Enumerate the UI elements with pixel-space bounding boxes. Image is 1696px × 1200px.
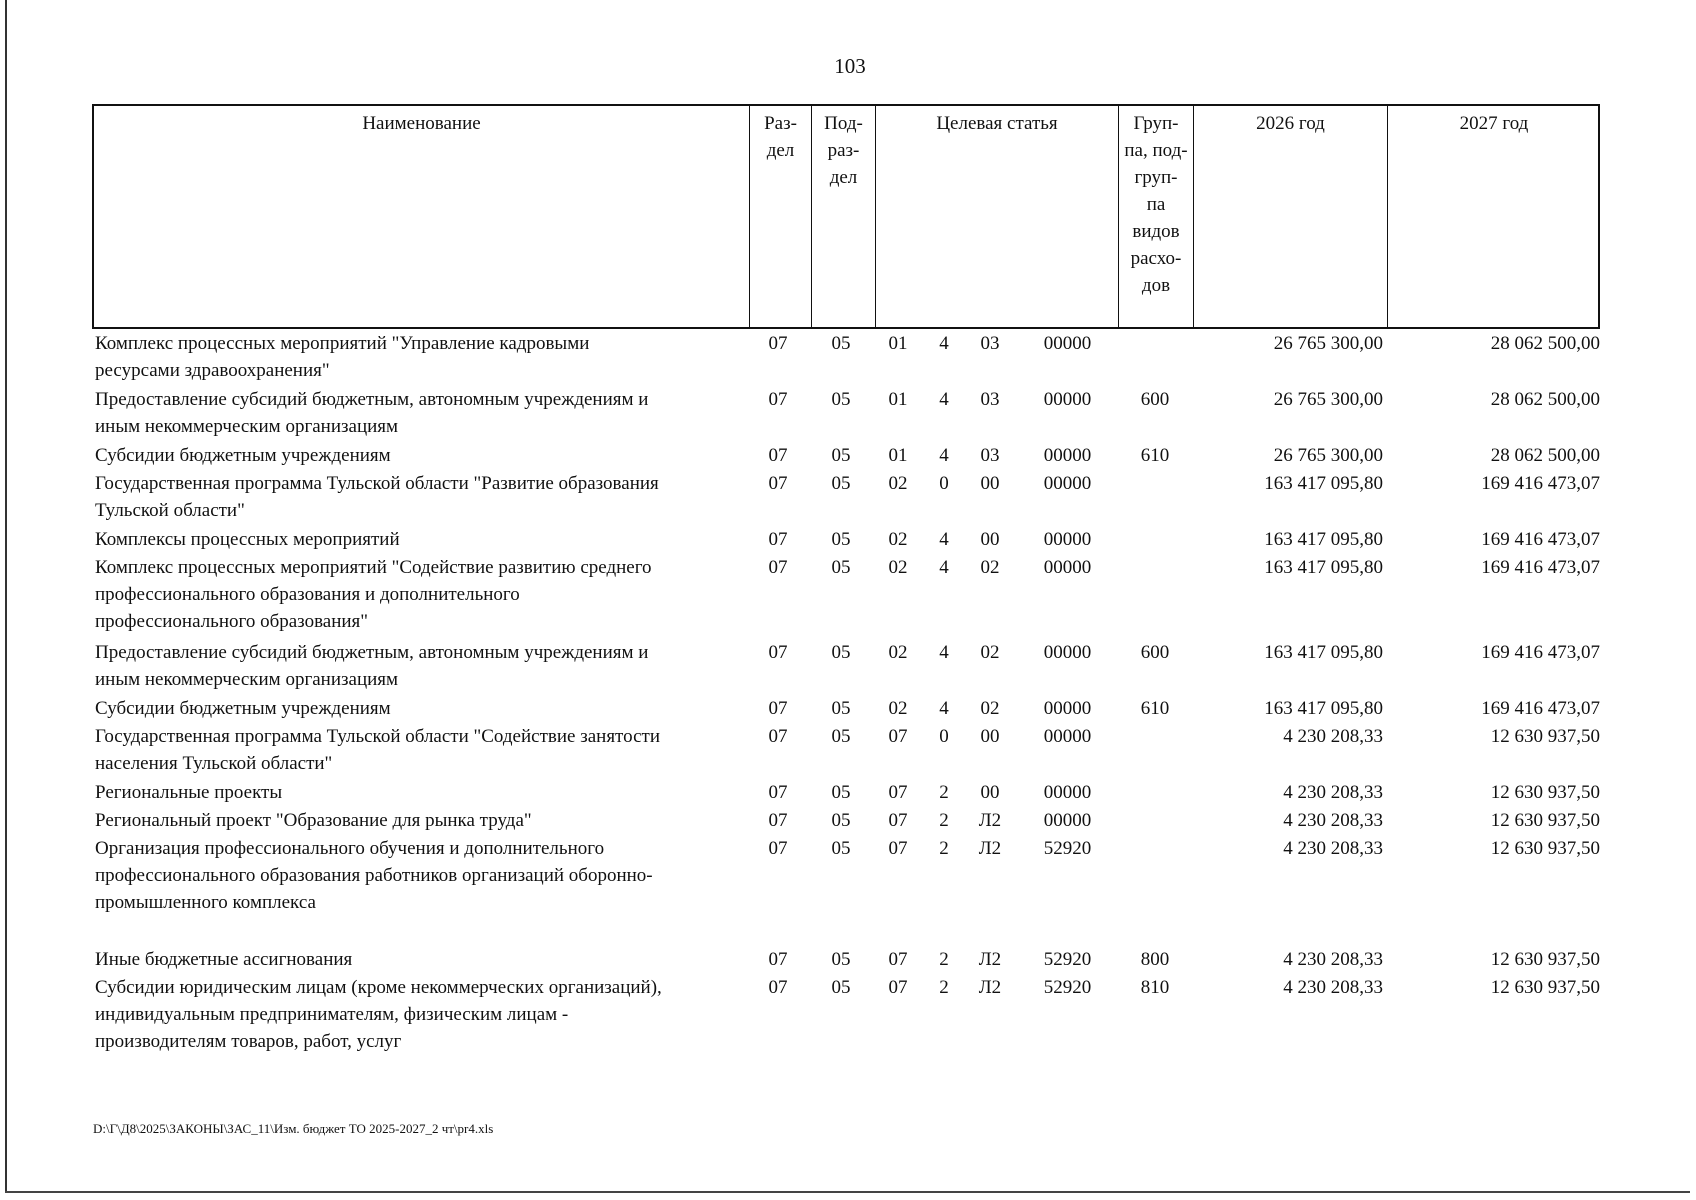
header-line: дел — [766, 140, 795, 161]
cell-target-program: 01 — [888, 445, 908, 466]
cell-target-program: 07 — [888, 949, 908, 970]
cell-name — [95, 554, 745, 635]
cell-podrazdel: 05 — [831, 782, 851, 803]
cell-podrazdel: 05 — [831, 642, 851, 663]
cell-name-line: иным некоммерческим организациям — [95, 669, 399, 690]
cell-expense-group: 810 — [1140, 977, 1170, 998]
cell-target-program: 02 — [888, 473, 908, 494]
cell-name-line: Комплекс процессных мероприятий "Содействие развитию среднего — [95, 557, 652, 578]
cell-target-type: 2 — [939, 838, 949, 859]
cell-razdel: 07 — [768, 445, 788, 466]
cell-target-direction: 00000 — [1043, 557, 1092, 578]
cell-name-line: Региональные проекты — [95, 782, 283, 803]
cell-expense-group: 600 — [1140, 389, 1170, 410]
cell-podrazdel: 05 — [831, 726, 851, 747]
cell-year-2027: 169 416 473,07 — [1481, 642, 1600, 663]
cell-razdel: 07 — [768, 810, 788, 831]
cell-expense-group: 600 — [1140, 642, 1170, 663]
cell-name-line: Комплекс процессных мероприятий "Управление кадровыми — [95, 333, 590, 354]
cell-name — [95, 442, 745, 469]
cell-podrazdel: 05 — [831, 557, 851, 578]
cell-target-program: 01 — [888, 333, 908, 354]
cell-podrazdel: 05 — [831, 838, 851, 859]
cell-target-type: 4 — [939, 389, 949, 410]
cell-year-2026: 4 230 208,33 — [1283, 782, 1383, 803]
cell-target-direction: 52920 — [1043, 977, 1092, 998]
cell-target-type: 4 — [939, 698, 949, 719]
cell-target-type: 2 — [939, 782, 949, 803]
cell-target-subprogram: Л2 — [978, 977, 1002, 998]
cell-target-program: 07 — [888, 810, 908, 831]
cell-name-line: Государственная программа Тульской области "Содействие занятости — [95, 726, 660, 747]
cell-target-subprogram: 02 — [980, 557, 1000, 578]
cell-razdel: 07 — [768, 642, 788, 663]
cell-year-2027: 28 062 500,00 — [1490, 389, 1600, 410]
cell-target-direction: 00000 — [1043, 810, 1092, 831]
cell-target-subprogram: 03 — [980, 333, 1000, 354]
cell-target-program: 02 — [888, 529, 908, 550]
cell-razdel: 07 — [768, 473, 788, 494]
cell-podrazdel: 05 — [831, 445, 851, 466]
cell-name — [95, 779, 745, 806]
cell-target-subprogram: 03 — [980, 389, 1000, 410]
cell-target-type: 2 — [939, 977, 949, 998]
header-line: 2027 год — [1459, 113, 1529, 134]
cell-razdel: 07 — [768, 977, 788, 998]
cell-razdel: 07 — [768, 726, 788, 747]
cell-year-2026: 163 417 095,80 — [1264, 473, 1383, 494]
cell-target-subprogram: Л2 — [978, 810, 1002, 831]
header-line: дов — [1141, 275, 1171, 296]
cell-name-line: Тульской области" — [95, 500, 245, 521]
page-number: 103 — [834, 54, 866, 78]
cell-name-line: ресурсами здравоохранения" — [95, 360, 330, 381]
cell-name — [95, 946, 745, 973]
cell-name-line: Организация профессионального обучения и дополнительного — [95, 838, 605, 859]
cell-target-type: 4 — [939, 557, 949, 578]
cell-razdel: 07 — [768, 838, 788, 859]
cell-target-subprogram: 00 — [980, 782, 1000, 803]
cell-podrazdel: 05 — [831, 529, 851, 550]
cell-target-subprogram: 03 — [980, 445, 1000, 466]
cell-name-line: населения Тульской области" — [95, 753, 333, 774]
cell-razdel: 07 — [768, 698, 788, 719]
cell-target-direction: 00000 — [1043, 333, 1092, 354]
header-line: па, под- — [1124, 140, 1188, 161]
cell-name — [95, 723, 745, 777]
cell-target-direction: 00000 — [1043, 529, 1092, 550]
cell-year-2026: 4 230 208,33 — [1283, 810, 1383, 831]
cell-target-direction: 00000 — [1043, 473, 1092, 494]
cell-target-program: 02 — [888, 557, 908, 578]
cell-razdel: 07 — [768, 333, 788, 354]
cell-target-type: 4 — [939, 529, 949, 550]
cell-target-program: 07 — [888, 726, 908, 747]
cell-target-program: 02 — [888, 642, 908, 663]
header-line: па — [1146, 194, 1166, 215]
cell-name-line: Государственная программа Тульской области "Развитие образования — [95, 473, 659, 494]
cell-target-direction: 52920 — [1043, 838, 1092, 859]
cell-year-2027: 12 630 937,50 — [1490, 838, 1600, 859]
header-line: Раз- — [764, 113, 797, 134]
cell-razdel: 07 — [768, 389, 788, 410]
cell-name — [95, 386, 745, 440]
cell-year-2027: 12 630 937,50 — [1490, 949, 1600, 970]
cell-name — [95, 470, 745, 524]
cell-podrazdel: 05 — [831, 949, 851, 970]
cell-name-line: профессионального образования и дополнительного — [95, 584, 520, 605]
cell-year-2026: 4 230 208,33 — [1283, 977, 1383, 998]
cell-target-direction: 00000 — [1043, 698, 1092, 719]
cell-name — [95, 974, 745, 1055]
cell-target-direction: 00000 — [1043, 642, 1092, 663]
header-line: расхо- — [1130, 248, 1182, 269]
cell-year-2026: 4 230 208,33 — [1283, 838, 1383, 859]
cell-target-type: 0 — [939, 473, 949, 494]
cell-year-2027: 28 062 500,00 — [1490, 333, 1600, 354]
cell-year-2026: 163 417 095,80 — [1264, 557, 1383, 578]
cell-expense-group: 610 — [1140, 445, 1170, 466]
cell-year-2027: 169 416 473,07 — [1481, 529, 1600, 550]
cell-year-2027: 12 630 937,50 — [1490, 977, 1600, 998]
cell-expense-group: 610 — [1140, 698, 1170, 719]
cell-year-2026: 4 230 208,33 — [1283, 726, 1383, 747]
cell-podrazdel: 05 — [831, 389, 851, 410]
header-line: дел — [829, 167, 858, 188]
cell-name-line: Комплексы процессных мероприятий — [95, 529, 400, 550]
cell-razdel: 07 — [768, 557, 788, 578]
cell-name-line: Региональный проект "Образование для рынка труда" — [95, 810, 532, 831]
cell-target-type: 4 — [939, 333, 949, 354]
cell-name — [95, 526, 745, 553]
cell-year-2027: 169 416 473,07 — [1481, 698, 1600, 719]
header-line: Груп- — [1133, 113, 1179, 134]
header-line: Под- — [824, 113, 863, 134]
cell-target-subprogram: 00 — [980, 473, 1000, 494]
cell-target-program: 02 — [888, 698, 908, 719]
cell-target-direction: 00000 — [1043, 389, 1092, 410]
cell-year-2026: 163 417 095,80 — [1264, 698, 1383, 719]
cell-year-2027: 12 630 937,50 — [1490, 726, 1600, 747]
cell-target-type: 4 — [939, 445, 949, 466]
cell-name — [95, 695, 745, 722]
cell-target-subprogram: 00 — [980, 529, 1000, 550]
cell-target-subprogram: 00 — [980, 726, 1000, 747]
header-line: груп- — [1134, 167, 1178, 188]
cell-expense-group: 800 — [1140, 949, 1170, 970]
cell-name — [95, 330, 745, 384]
cell-name-line: профессионального образования" — [95, 611, 369, 632]
cell-year-2027: 169 416 473,07 — [1481, 473, 1600, 494]
cell-target-direction: 00000 — [1043, 445, 1092, 466]
cell-target-direction: 00000 — [1043, 726, 1092, 747]
header-line: 2026 год — [1256, 113, 1325, 134]
cell-year-2026: 26 765 300,00 — [1273, 333, 1383, 354]
cell-year-2027: 28 062 500,00 — [1490, 445, 1600, 466]
cell-year-2026: 4 230 208,33 — [1283, 949, 1383, 970]
cell-name-line: иным некоммерческим организациям — [95, 416, 399, 437]
cell-target-program: 07 — [888, 838, 908, 859]
cell-target-type: 4 — [939, 642, 949, 663]
cell-target-subprogram: 02 — [980, 642, 1000, 663]
cell-razdel: 07 — [768, 949, 788, 970]
header-line: Наименование — [362, 113, 481, 134]
cell-target-subprogram: 02 — [980, 698, 1000, 719]
cell-name-line: Субсидии бюджетным учреждениям — [95, 698, 391, 719]
cell-year-2026: 26 765 300,00 — [1273, 389, 1383, 410]
header-line: видов — [1132, 221, 1180, 242]
cell-year-2027: 12 630 937,50 — [1490, 810, 1600, 831]
cell-target-direction: 00000 — [1043, 782, 1092, 803]
cell-name-line: Иные бюджетные ассигнования — [95, 949, 353, 970]
cell-razdel: 07 — [768, 782, 788, 803]
cell-name-line: Предоставление субсидий бюджетным, автономным учреждениям и — [95, 642, 649, 663]
cell-podrazdel: 05 — [831, 333, 851, 354]
cell-podrazdel: 05 — [831, 977, 851, 998]
cell-target-type: 0 — [939, 726, 949, 747]
header-line: раз- — [827, 140, 860, 161]
cell-target-subprogram: Л2 — [978, 838, 1002, 859]
header-line: Целевая статья — [936, 113, 1058, 134]
cell-podrazdel: 05 — [831, 698, 851, 719]
cell-razdel: 07 — [768, 529, 788, 550]
cell-name-line: профессионального образования работников организаций оборонно- — [95, 865, 653, 886]
cell-target-program: 07 — [888, 782, 908, 803]
cell-year-2027: 169 416 473,07 — [1481, 557, 1600, 578]
cell-name-line: Субсидии юридическим лицам (кроме некоммерческих организаций), — [95, 977, 662, 998]
cell-name-line: промышленного комплекса — [95, 892, 316, 913]
file-path-footer: D:\Г\Д8\2025\ЗАКОНЫ\ЗАС_11\Изм. бюджет ТО 2025-2027_2 чт\pr4.xls — [93, 1121, 494, 1136]
cell-name — [95, 807, 745, 834]
cell-year-2027: 12 630 937,50 — [1490, 782, 1600, 803]
cell-target-subprogram: Л2 — [978, 949, 1002, 970]
cell-name-line: Предоставление субсидий бюджетным, автономным учреждениям и — [95, 389, 649, 410]
cell-target-type: 2 — [939, 949, 949, 970]
cell-name — [95, 835, 745, 916]
cell-podrazdel: 05 — [831, 473, 851, 494]
cell-name — [95, 639, 745, 693]
cell-name-line: производителям товаров, работ, услуг — [95, 1031, 402, 1052]
cell-target-program: 07 — [888, 977, 908, 998]
cell-year-2026: 163 417 095,80 — [1264, 642, 1383, 663]
cell-podrazdel: 05 — [831, 810, 851, 831]
cell-name-line: Субсидии бюджетным учреждениям — [95, 445, 391, 466]
cell-year-2026: 163 417 095,80 — [1264, 529, 1383, 550]
cell-target-program: 01 — [888, 389, 908, 410]
cell-target-direction: 52920 — [1043, 949, 1092, 970]
cell-target-type: 2 — [939, 810, 949, 831]
cell-name-line: индивидуальным предпринимателям, физическим лицам - — [95, 1004, 569, 1025]
cell-year-2026: 26 765 300,00 — [1273, 445, 1383, 466]
